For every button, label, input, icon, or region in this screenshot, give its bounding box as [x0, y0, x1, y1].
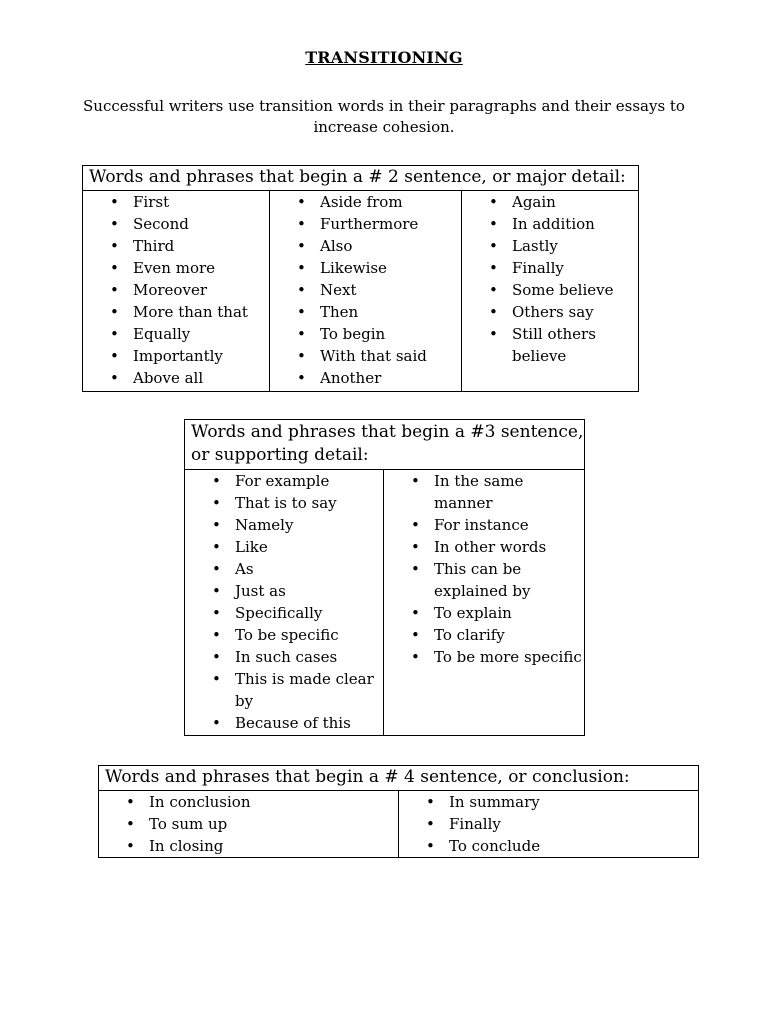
- list-item: • In the same manner: [384, 470, 584, 514]
- list-item: • That is to say: [185, 492, 383, 514]
- list-item: • In closing: [99, 835, 398, 857]
- list-item: • First: [83, 191, 269, 213]
- list-item: • Third: [83, 235, 269, 257]
- list-item: • Still others believe: [462, 323, 638, 367]
- list-item: • In conclusion: [99, 791, 398, 813]
- list-item: • For example: [185, 470, 383, 492]
- transition-list: [462, 191, 638, 367]
- supporting-detail-header: Words and phrases that begin a #3 sentence, or supporting detail:: [185, 420, 585, 470]
- list-item: • Importantly: [83, 345, 269, 367]
- list-item: • To be more specific: [384, 646, 584, 668]
- list-item: • Lastly: [462, 235, 638, 257]
- transition-list: [399, 791, 698, 857]
- intro-paragraph: Successful writers use transition words in their paragraphs and their essays to increase cohesion.: [83, 97, 685, 136]
- list-item: • This can be explained by: [384, 558, 584, 602]
- list-item: • To sum up: [99, 813, 398, 835]
- transition-list: [83, 191, 269, 389]
- list-item: • Even more: [83, 257, 269, 279]
- list-item: • With that said: [270, 345, 461, 367]
- list-item: • As: [185, 558, 383, 580]
- list-item: • Aside from: [270, 191, 461, 213]
- list-item: • Like: [185, 536, 383, 558]
- list-item: • To begin: [270, 323, 461, 345]
- list-item: • In summary: [399, 791, 698, 813]
- list-item: • Specifically: [185, 602, 383, 624]
- list-item: • Finally: [399, 813, 698, 835]
- conclusion-header: Words and phrases that begin a # 4 sentence, or conclusion:: [99, 766, 699, 791]
- list-item: • Because of this: [185, 712, 383, 734]
- list-item: • In other words: [384, 536, 584, 558]
- transition-list: [270, 191, 461, 389]
- list-item: • Some believe: [462, 279, 638, 301]
- page-title: TRANSITIONING: [305, 48, 463, 67]
- major-detail-header: Words and phrases that begin a # 2 sentence, or major detail:: [83, 166, 639, 191]
- list-item: • For instance: [384, 514, 584, 536]
- list-item: • Namely: [185, 514, 383, 536]
- list-item: • To clarify: [384, 624, 584, 646]
- list-item: • More than that: [83, 301, 269, 323]
- transition-list: [384, 470, 584, 668]
- list-item: • Others say: [462, 301, 638, 323]
- transition-list: [185, 470, 383, 734]
- list-item: • Then: [270, 301, 461, 323]
- major-detail-table: [82, 165, 639, 392]
- list-item: • Next: [270, 279, 461, 301]
- transition-list: [99, 791, 398, 857]
- list-item: • To explain: [384, 602, 584, 624]
- list-item: • To be specific: [185, 624, 383, 646]
- list-item: • Second: [83, 213, 269, 235]
- list-item: • In addition: [462, 213, 638, 235]
- list-item: • Another: [270, 367, 461, 389]
- list-item: • This is made clear by: [185, 668, 383, 712]
- conclusion-table: [98, 765, 699, 858]
- list-item: • Likewise: [270, 257, 461, 279]
- supporting-detail-table: [184, 419, 585, 736]
- list-item: • In such cases: [185, 646, 383, 668]
- list-item: • Also: [270, 235, 461, 257]
- list-item: • Again: [462, 191, 638, 213]
- list-item: • Finally: [462, 257, 638, 279]
- list-item: • Just as: [185, 580, 383, 602]
- list-item: • To conclude: [399, 835, 698, 857]
- list-item: • Moreover: [83, 279, 269, 301]
- list-item: • Above all: [83, 367, 269, 389]
- list-item: • Furthermore: [270, 213, 461, 235]
- list-item: • Equally: [83, 323, 269, 345]
